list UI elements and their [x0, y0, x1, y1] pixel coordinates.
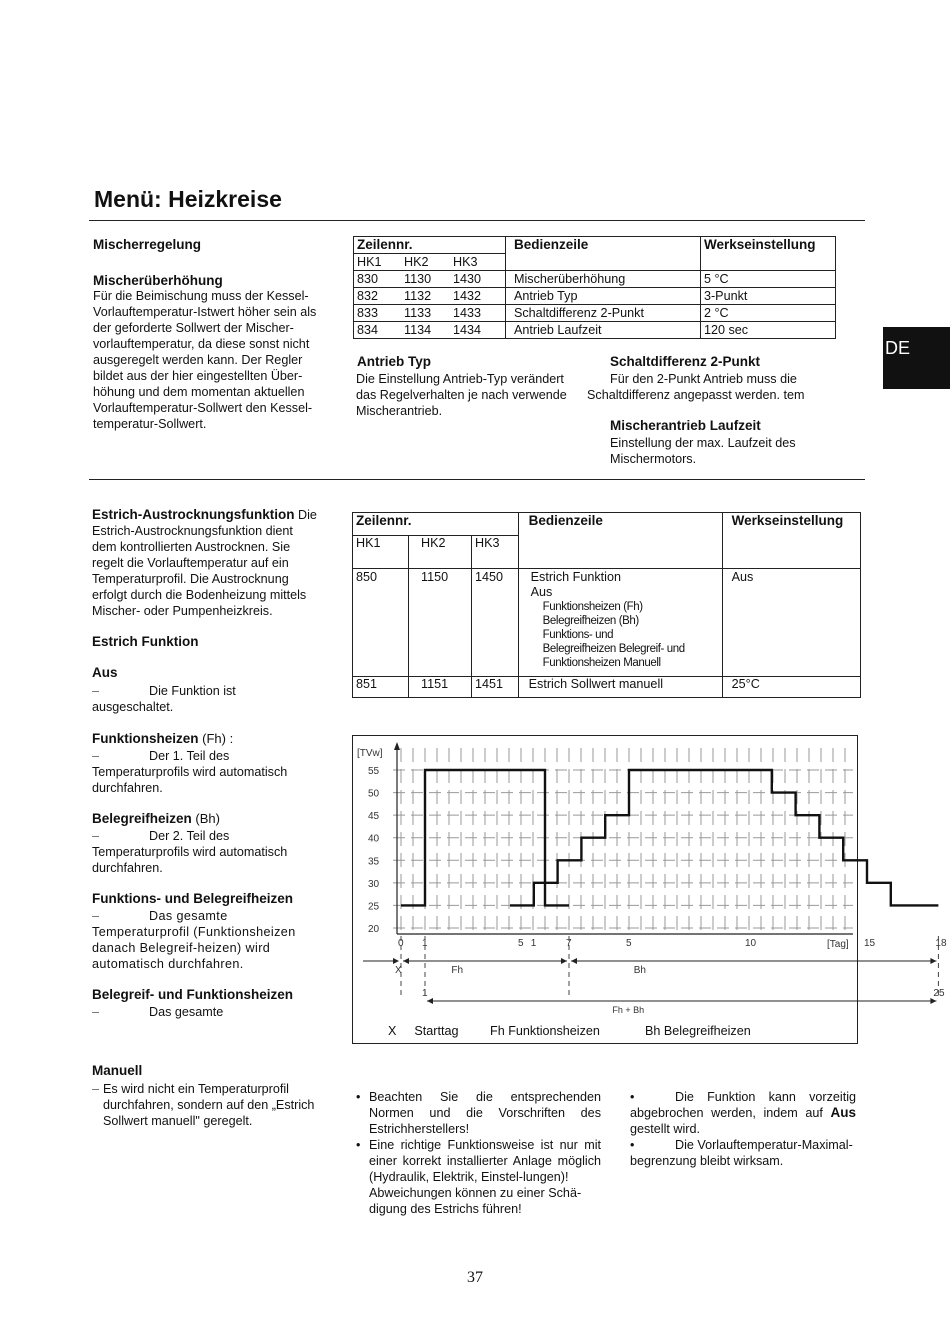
table-row: 830 1130 1430 Mischerüberhöhung 5 °C	[354, 271, 836, 288]
list-item: • Eine richtige Funktionsweise ist nur mit einer korrekt installierter Anlage möglich (Hydraulik, Elektrik, Einstel-lungen)!	[356, 1137, 601, 1185]
table-row: 833 1133 1433 Schaltdifferenz 2-Punkt 2 °C	[354, 305, 836, 322]
x-tick-label: 18	[935, 938, 947, 949]
x-start-label: X	[395, 965, 402, 976]
fh-heading: Funktionsheizen	[92, 731, 199, 746]
y-tick-label: 25	[368, 901, 380, 913]
page-number: 37	[467, 1269, 483, 1286]
x-tick-label: 1	[422, 938, 428, 949]
section-rule	[89, 479, 865, 480]
fb-heading: Funktions- und Belegreifheizen	[92, 891, 294, 906]
mischer-table	[353, 236, 836, 339]
mischer-heading: Mischerregelung	[93, 237, 202, 252]
x-axis-label: [Tag]	[827, 939, 849, 950]
antrieb-typ-text-2: das Regelverhalten je nach verwende	[356, 388, 567, 402]
table-row: 834 1134 1434 Antrieb Laufzeit 120 sec	[354, 322, 836, 339]
schaltdifferenz-text-2: Schaltdifferenz angepasst werden. tem	[587, 388, 805, 402]
y-tick-label: 40	[368, 833, 380, 845]
fb-text: – Das gesamte Temperaturprofil (Funktionsheizen danach Belegreif-heizen) wird automatisch durchfahren.	[92, 909, 296, 971]
list-item: • Die Funktion kann vorzeitig abgebrochen werden, indem auf Aus gestellt wird.	[630, 1090, 857, 1136]
antrieb-typ-text-3: Mischerantrieb.	[356, 404, 443, 418]
table-row: 850 1150 1450 Estrich Funktion Aus Funktionsheizen (Fh) Belegreifheizen (Bh) Funktions- und Belegreifheizen Belegreif- und Funktionsheizen Manuell Aus	[353, 569, 861, 677]
x-tick-label: 15	[864, 938, 876, 949]
fh-arrow-left	[403, 958, 409, 964]
language-tab: DE	[883, 327, 950, 389]
x-tick-label: 7	[566, 938, 572, 949]
table-subheader: HK3	[450, 254, 505, 271]
table-row: 851 1151 1451 Estrich Sollwert manuell 25°C	[353, 677, 861, 698]
estrich-left-column: Estrich-Austrocknungsfunktion Die Estrich-Austrocknungsfunktion dient dem kontrollierten Austrocknen. Sie regelt die Vorlauftemperatur auf ein Temperaturprofil. Die Austrocknung erfolgt durch die Bodenheizung mittels Mischer- oder Pumpenheizkreis. Estrich Funktion Aus – Die Funktion ist ausgeschaltet. Funktionsheizen (Fh) : – Der 1. Teil des Temperaturprofils wird automatisch durchfahren. Belegreifheizen (Bh) – Der 2. Teil des Temperaturprofils wird automatisch durchfahren. Funktions- und Belegreifheizen – Das gesamte Temperaturprofil (Funktionsheizen danach Belegreif-heizen) wird automatisch durchfahren. Belegreif- und Funktionsheizen – Das gesamte	[92, 507, 344, 1020]
y-tick-label: 30	[368, 878, 380, 890]
table-subheader: HK2	[409, 536, 472, 569]
y-axis-arrow	[394, 742, 400, 750]
bh-heading: Belegreifheizen	[92, 811, 192, 826]
bh-span-label: Bh	[633, 965, 646, 976]
x-tick-label: 5	[626, 938, 632, 949]
table-row: 832 1132 1432 Antrieb Typ 3-Punkt	[354, 288, 836, 305]
notes-left	[356, 1089, 601, 1217]
table-subheader: HK3	[472, 536, 519, 569]
bf-text: – Das gesamte	[92, 1005, 224, 1019]
laufzeit-heading: Mischerantrieb Laufzeit	[610, 418, 761, 433]
schaltdifferenz-heading: Schaltdifferenz 2-Punkt	[610, 354, 761, 369]
chart-legend-fh: Fh Funktionsheizen	[490, 1024, 600, 1038]
y-tick-label: 35	[368, 856, 380, 868]
total-start-label: 1	[422, 988, 428, 999]
manuell-text: – Es wird nicht ein Temperaturprofil durchfahren, sondern auf den „Estrich Sollwert manuell" geregelt.	[92, 1082, 315, 1128]
table-header: Zeilennr.	[354, 237, 506, 254]
fh-span-label: Fh	[451, 965, 464, 976]
chart-legend-bh: Bh Belegreifheizen	[645, 1024, 751, 1038]
laufzeit-text-1: Einstellung der max. Laufzeit des	[610, 436, 796, 450]
table-subheader: HK1	[353, 536, 409, 569]
estrich-funktion-heading: Estrich Funktion	[92, 634, 199, 649]
antrieb-typ-text-1: Die Einstellung Antrieb-Typ verändert	[356, 372, 564, 386]
table-header: Werkseinstellung	[722, 513, 860, 569]
bf-heading: Belegreif- und Funktionsheizen	[92, 987, 294, 1002]
y-tick-label: 20	[368, 924, 380, 935]
fh-arrow-right	[561, 958, 567, 964]
bh-text: – Der 2. Teil des Temperaturprofils wird automatisch durchfahren.	[92, 829, 288, 875]
total-arrow-left	[427, 998, 433, 1004]
table-header: Werkseinstellung	[700, 237, 835, 271]
x-tick-label: 0	[398, 938, 404, 949]
mischer-sub-heading: Mischerüberhöhung	[93, 273, 223, 288]
laufzeit-text-2: Mischermotors.	[610, 452, 697, 466]
manuell-block	[92, 1063, 344, 1129]
chart-legend-x: X Starttag	[388, 1024, 459, 1038]
temperature-profile-chart	[352, 735, 947, 1044]
schaltdifferenz-text-1: Für den 2-Punkt Antrieb muss die	[610, 372, 797, 386]
y-tick-label: 50	[368, 788, 380, 800]
table-header: Bedienzeile	[518, 513, 722, 569]
estrich-heading: Estrich-Austrocknungsfunktion	[92, 507, 295, 522]
table-subheader: HK1	[354, 254, 402, 271]
table-header: Bedienzeile	[505, 237, 700, 271]
total-span-label: Fh + Bh	[612, 1005, 645, 1015]
aus-heading: Aus	[92, 665, 118, 680]
table-header: Zeilennr.	[353, 513, 519, 536]
table-subheader: HK2	[401, 254, 450, 271]
y-axis-label: [TVw]	[357, 748, 383, 759]
total-end-label: 25	[933, 988, 945, 999]
y-tick-label: 55	[368, 766, 380, 777]
manuell-heading: Manuell	[92, 1063, 143, 1078]
y-tick-label: 45	[368, 811, 380, 823]
mischer-left-column	[93, 237, 343, 432]
x-start-arrowhead	[393, 958, 399, 964]
title-rule	[89, 220, 865, 221]
bh-arrow-right	[930, 958, 936, 964]
list-item: • Beachten Sie die entsprechenden Normen und die Vorschriften des Estrichherstellers!	[356, 1089, 601, 1137]
bh-arrow-left	[571, 958, 577, 964]
estrich-table	[352, 512, 861, 698]
antrieb-typ-heading: Antrieb Typ	[357, 354, 431, 369]
x-tick-label: 1	[530, 938, 537, 949]
notes-left-extra: Abweichungen können zu einer Schä-digung des Estrichs führen!	[369, 1186, 582, 1216]
fh-text: – Der 1. Teil des Temperaturprofils wird automatisch durchfahren.	[92, 749, 288, 795]
x-tick-label: 5	[518, 938, 524, 949]
notes-right	[630, 1089, 856, 1169]
x-tick-label: 10	[745, 938, 757, 949]
list-item: • Die Vorlauftemperatur-Maximal-begrenzung bleibt wirksam.	[630, 1138, 853, 1168]
mischer-body: Für die Beimischung muss der Kessel- Vorlauftemperatur-Istwert höher sein als der geforderte Sollwert der Mischer- vorlauftemperatur, da diese sonst nicht ausgeregelt werden kann. Der Regler bildet aus der hier eingestellten Über- höhung und dem momentan aktuellen Vorlauftemperatur-Sollwert den Kessel- temperatur-Sollwert.	[93, 289, 317, 431]
aus-text: – Die Funktion ist ausgeschaltet.	[92, 684, 236, 714]
page-title: Menü: Heizkreise	[94, 186, 282, 212]
estrich-body: Estrich-Austrocknungsfunktion dient dem kontrollierten Austrocknen. Sie regelt die Vorlauftemperatur auf ein Temperaturprofil. Die Austrocknung erfolgt durch die Bodenheizung mittels Mischer- oder Pumpenheizkreis.	[92, 524, 307, 618]
chart-svg	[353, 736, 947, 1043]
